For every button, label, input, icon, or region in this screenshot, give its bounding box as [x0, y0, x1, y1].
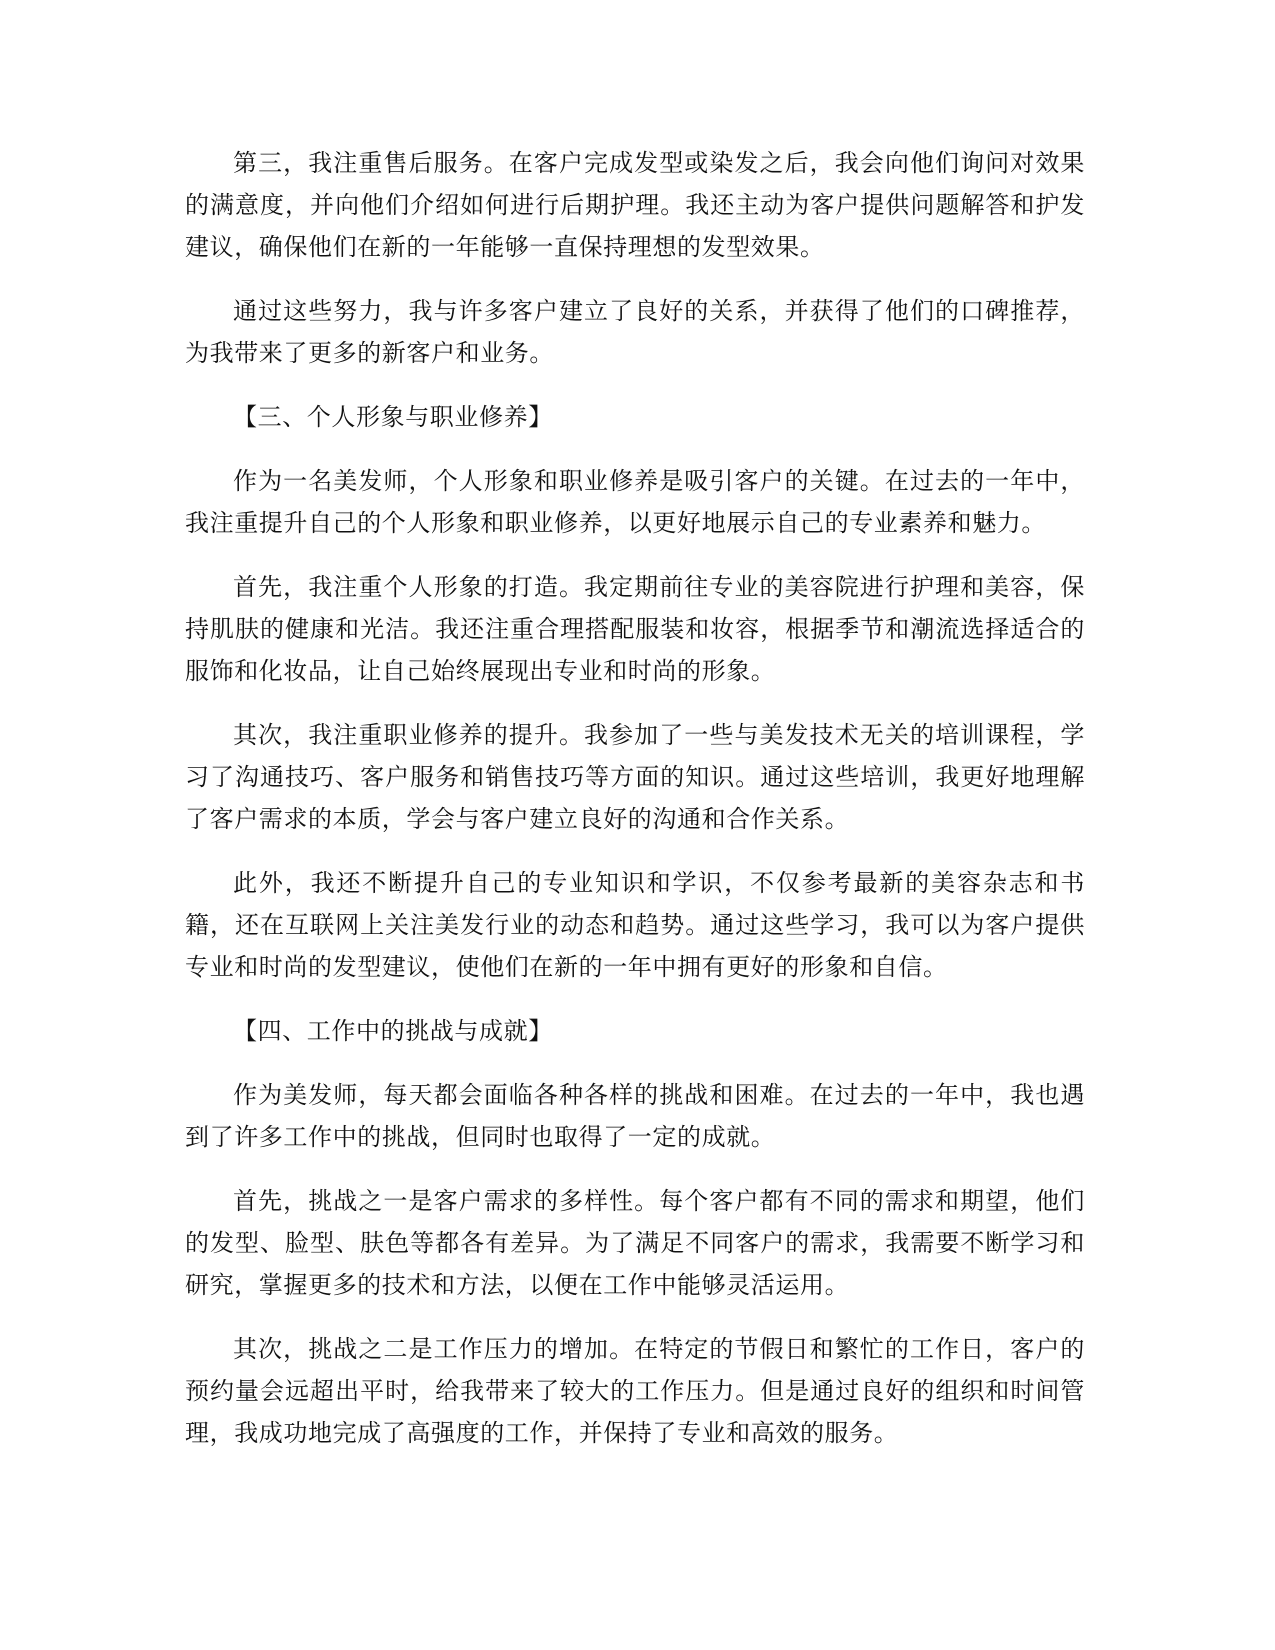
paragraph-diverse-needs: 首先，挑战之一是客户需求的多样性。每个客户都有不同的需求和期望，他们的发型、脸型、肤色等都各有差异。为了满足不同客户的需求，我需要不断学习和研究，掌握更多的技术和方法，以便在工作中能够灵活运用。	[185, 1187, 1085, 1299]
paragraph-professional-cultivation: 其次，我注重职业修养的提升。我参加了一些与美发技术无关的培训课程，学习了沟通技巧、客户服务和销售技巧等方面的知识。通过这些培训，我更好地理解了客户需求的本质，学会与客户建立良好的沟通和合作关系。	[185, 721, 1085, 833]
paragraph-continuous-learning: 此外，我还不断提升自己的专业知识和学识，不仅参考最新的美容杂志和书籍，还在互联网上关注美发行业的动态和趋势。通过这些学习，我可以为客户提供专业和时尚的发型建议，使他们在新的一年中拥有更好的形象和自信。	[185, 869, 1085, 981]
paragraph-client-relationships: 通过这些努力，我与许多客户建立了良好的关系，并获得了他们的口碑推荐，为我带来了更多的新客户和业务。	[185, 297, 1085, 367]
section-heading-challenges: 【四、工作中的挑战与成就】	[233, 1017, 553, 1045]
section-heading-personal-image: 【三、个人形象与职业修养】	[233, 403, 553, 431]
paragraph-after-sales-service: 第三，我注重售后服务。在客户完成发型或染发之后，我会向他们询问对效果的满意度，并向他们介绍如何进行后期护理。我还主动为客户提供问题解答和护发建议，确保他们在新的一年能够一直保持理想的发型效果。	[185, 149, 1085, 261]
paragraph-challenges-intro: 作为美发师，每天都会面临各种各样的挑战和困难。在过去的一年中，我也遇到了许多工作中的挑战，但同时也取得了一定的成就。	[185, 1081, 1085, 1151]
paragraph-image-intro: 作为一名美发师，个人形象和职业修养是吸引客户的关键。在过去的一年中，我注重提升自己的个人形象和职业修养，以更好地展示自己的专业素养和魅力。	[185, 467, 1085, 537]
paragraph-work-pressure: 其次，挑战之二是工作压力的增加。在特定的节假日和繁忙的工作日，客户的预约量会远超出平时，给我带来了较大的工作压力。但是通过良好的组织和时间管理，我成功地完成了高强度的工作，并保持了专业和高效的服务。	[185, 1335, 1085, 1447]
document-body	[185, 142, 1085, 1476]
paragraph-personal-image: 首先，我注重个人形象的打造。我定期前往专业的美容院进行护理和美容，保持肌肤的健康和光洁。我还注重合理搭配服装和妆容，根据季节和潮流选择适合的服饰和化妆品，让自己始终展现出专业和时尚的形象。	[185, 573, 1085, 685]
